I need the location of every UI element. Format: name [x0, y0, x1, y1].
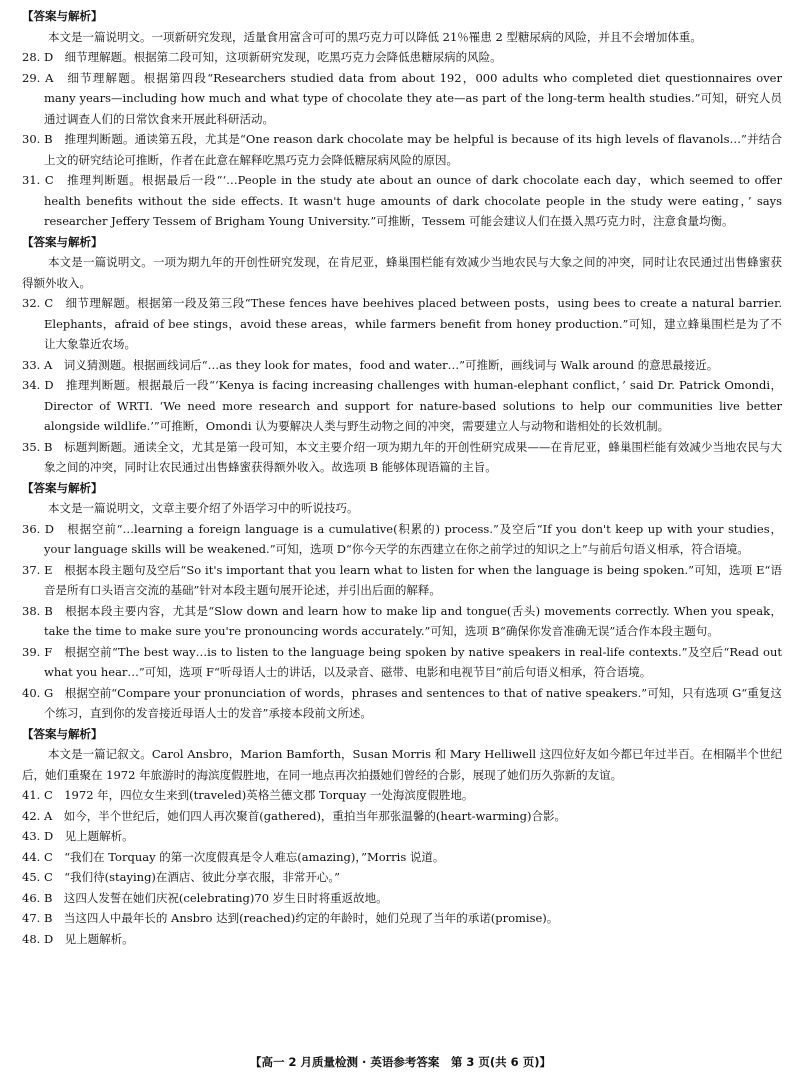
answer-item-28: 28. D 细节理解题。根据第二段可知，这项新研究发现，吃黑巧克力会降低患糖尿病的风险。 [22, 50, 502, 64]
answer-item-47: 47. B 当这四人中最年长的 Ansbro 达到(reached)约定的年龄时，她们兑现了当年的承诺(promise)。 [22, 911, 559, 925]
section-header: 【答案与解析】 [22, 726, 103, 741]
section-3 [22, 478, 782, 724]
page-footer: 【高一 2 月质量检测 · 英语参考答案 第 3 页(共 6 页)】 [250, 1055, 551, 1069]
answer-item-38: 38. B 根据本段主要内容，尤其是“Slow down and learn how to make lip and tongue(舌头) movements correctly. When you speak，take the time to make sure you're pronouncing words accurately.”可知，选项 B“确保你发音准确无误”适合作本段主题句。 [22, 603, 782, 638]
answer-item-29: 29. A 细节理解题。根据第四段“Researchers studied data from about 192，000 adults who completed diet questionnaires over many years—including how much and what type of chocolate they ate—as part of the long-term health studies.”可知，研究人员通过调查人们的日常饮食来开展此科研活动。 [22, 70, 782, 126]
answer-item-34: 34. D 推理判断题。根据最后一段“‘Kenya is facing increasing challenges with human-elephant conflict，’ said Dr. Patrick Omondi，Director of WRTI. ‘We need more research and support for nature-based solutions to help our communities live better alongside wildlife.’”可推断，Omondi 认为要解决人类与野生动物之间的冲突，需要建立人与动物和谐相处的长效机制。 [22, 378, 782, 433]
answer-item-40: 40. G 根据空前“Compare your pronunciation of words，phrases and sentences to that of native speakers.”可知，只有选项 G“重复这个练习，直到你的发音接近母语人士的发音”承接本段前文所述。 [22, 685, 782, 720]
answer-item-33: 33. A 词义猜测题。根据画线词后“…as they look for mates，food and water…”可推断，画线词与 Walk around 的意思最接近。 [22, 357, 719, 372]
answer-item-48: 48. D 见上题解析。 [22, 931, 134, 946]
answer-item-32: 32. C 细节理解题。根据第一段及第三段“These fences have beehives placed between posts，using bees to create a natural barrier. Elephants，afraid of bee stings，avoid these areas，while farmers benefit from honey production.”可知，建立蜂巢围栏是为了不让大象靠近农场。 [22, 296, 782, 351]
section-intro: 本文是一篇记叙文。Carol Ansbro，Marion Bamforth，Susan Morris 和 Mary Helliwell 这四位好友如今都已年过半百。在相隔半个世纪后，她们重聚在 1972 年旅游时的海滨度假胜地，在同一地点再次拍摄她们曾经的合影，展现了她们历久弥新的友谊。 [22, 747, 782, 782]
answer-item-30: 30. B 推理判断题。通读第五段，尤其是“One reason dark chocolate may be helpful is because of its high levels of flavanols…”并结合上文的研究结论可推断，作者在此意在解释吃黑巧克力会降低糖尿病风险的原因。 [22, 132, 782, 167]
section-intro: 本文是一篇说明文，文章主要介绍了外语学习中的听说技巧。 [48, 501, 359, 515]
answer-item-44: 44. C “我们在 Torquay 的第一次度假真是令人难忘(amazing)，”Morris 说道。 [22, 849, 445, 864]
section-2 [22, 232, 782, 478]
answer-item-39: 39. F 根据空前“The best way…is to listen to the language being spoken by native speakers in real-life contexts.”及空后“Read out what you hear…”可知，选项 F“听母语人士的讲话，以及录音、磁带、电影和电视节目”前后句语义相承，符合语境。 [22, 644, 782, 679]
section-intro: 本文是一篇说明文。一项为期九年的开创性研究发现，在肯尼亚，蜂巢围栏能有效减少当地农民与大象之间的冲突，同时让农民通过出售蜂蜜获得额外收入。 [22, 255, 782, 290]
answer-item-46: 46. B 这四人发誓在她们庆祝(celebrating)70 岁生日时将重返故地。 [22, 890, 388, 905]
section-4 [22, 724, 782, 950]
section-intro: 本文是一篇说明文。一项新研究发现，适量食用富含可可的黑巧克力可以降低 21％罹患 2 型糖尿病的风险，并且不会增加体重。 [48, 29, 702, 44]
section-header: 【答案与解析】 [22, 234, 103, 249]
answer-item-41: 41. C 1972 年，四位女生来到(traveled)英格兰德文郡 Torquay 一处海滨度假胜地。 [22, 788, 474, 802]
answer-item-31: 31. C 推理判断题。根据最后一段“‘…People in the study ate about an ounce of dark chocolate each day，which seemed to offer health benefits without the side effects. It wasn't huge amounts of dark chocolate people in the study were eating，’ says researcher Jeffery Tessem of Brigham Young University.”可推断，Tessem 可能会建议人们在摄入黑巧克力时，注意食量均衡。 [22, 173, 782, 228]
answer-item-36: 36. D 根据空前“…learning a foreign language is a cumulative(积累的) process.”及空后“If you don't keep up with your studies，your language skills will be weakened.”可知，选项 D“你今天学的东西建立在你之前学过的知识之上”与前后句语义相承，符合语境。 [22, 521, 782, 556]
answer-item-35: 35. B 标题判断题。通读全文，尤其是第一段可知，本文主要介绍一项为期九年的开创性研究成果——在肯尼亚，蜂巢围栏能有效减少当地农民与大象之间的冲突，同时让农民通过出售蜂蜜获得额外收入。故选项 B 能够体现语篇的主旨。 [22, 439, 782, 474]
section-1 [22, 6, 782, 232]
answer-item-42: 42. A 如今，半个世纪后，她们四人再次聚首(gathered)，重拍当年那张温馨的(heart-warming)合影。 [22, 808, 567, 823]
section-header: 【答案与解析】 [22, 9, 103, 23]
section-header: 【答案与解析】 [22, 480, 103, 495]
answer-item-43: 43. D 见上题解析。 [22, 829, 134, 843]
answer-item-45: 45. C “我们待(staying)在酒店、彼此分享衣服，非常开心。” [22, 870, 341, 884]
answer-item-37: 37. E 根据本段主题句及空后“So it's important that you learn what to listen for when the language is being spoken.”可知，选项 E“语音是所有口头语言交流的基础”针对本段主题句展开论述，并引出后面的解释。 [22, 562, 782, 597]
answer-content [22, 6, 782, 949]
